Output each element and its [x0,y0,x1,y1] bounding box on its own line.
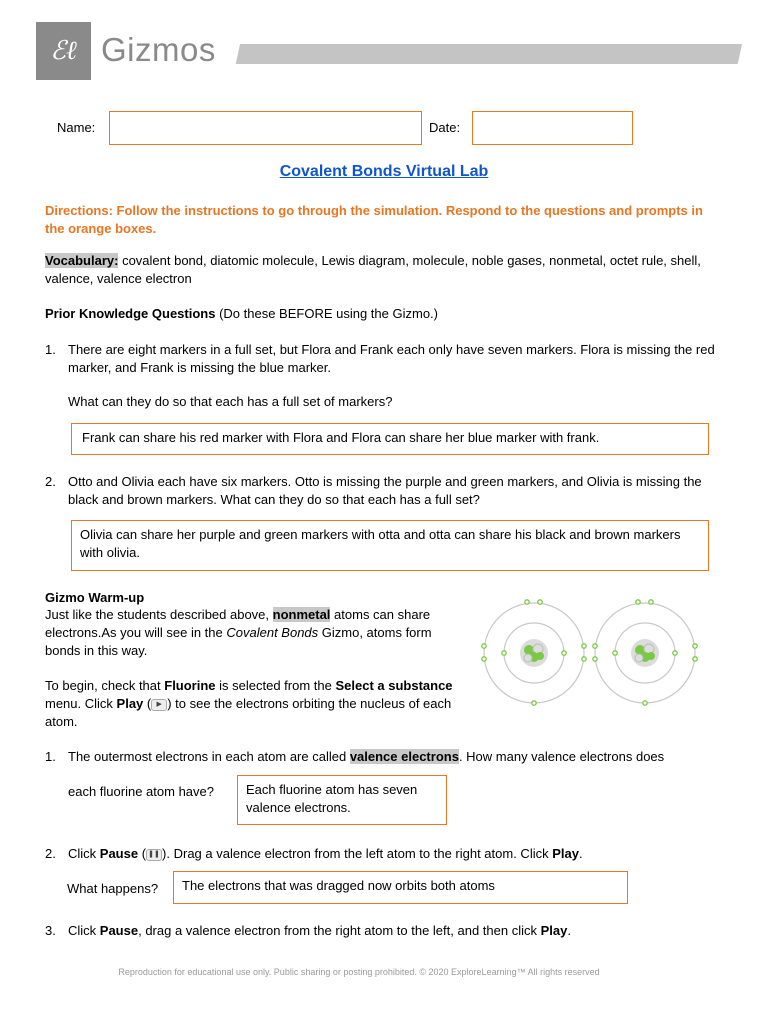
w1-text-b: . How many valence electrons does [458,749,665,764]
warmup-p2-fluorine: Fluorine [164,678,216,693]
w3-text [68,922,723,940]
right-atom [595,603,695,703]
q1-text: There are eight markers in a full set, but Flora and Frank each only have seven markers. Flora is missing the red marker, and Frank is missing the blue marker. [68,342,715,375]
warmup-p2-d: menu. Click [45,696,117,711]
q2-text: Otto and Olivia each have six markers. Otto is missing the purple and green markers, and Olivia is missing the black and brown markers. What can they do so that each has a full set? [68,474,702,507]
w3-t3: . [567,923,571,938]
q2-number: 2. [45,474,56,489]
warmup-p2-e: ( [143,696,152,711]
warmup-p2-play: Play [116,696,144,711]
name-field[interactable] [109,111,422,145]
warmup-p2-f: ) to see the electrons orbiting the nucleus of each atom. [45,696,452,729]
date-label: Date: [429,120,461,135]
w3-number: 3. [45,923,56,938]
logo [36,22,91,80]
w3-pause-label: Pause [99,923,139,938]
vocabulary-label: Vocabulary: [45,253,119,268]
w2-play-label: Play [552,846,579,861]
warmup-p1-b: atoms can share electrons.As you will see in the [45,607,431,640]
header-bar [236,44,742,64]
warmup-p2-a: To begin, check that [45,678,165,693]
play-icon: ▶ [151,699,167,711]
q1-answer-box[interactable]: Frank can share his red marker with Flora and Flora can share her blue marker with frank. [71,423,709,455]
warmup-heading: Gizmo Warm-up [45,590,145,605]
prior-knowledge-heading [45,305,725,323]
w1-highlight: valence electrons [349,749,459,764]
q2-answer-box[interactable]: Olivia can share her purple and green markers with otta and otta can share his black and brown markers with olivia. [71,520,709,571]
warmup-p2-c: is selected from the [215,678,336,693]
vocabulary [45,252,725,288]
w2-text [68,845,723,863]
w2-pause-label: Pause [99,846,139,861]
directions: Directions: Follow the instructions to go through the simulation. Respond to the questions and prompts in the orange boxes. [45,203,703,236]
w2-number: 2. [45,846,56,861]
date-field[interactable] [472,111,633,145]
w1-text-a: The outermost electrons in each atom are called [68,749,350,764]
warmup-p1-a: Just like the students described above, [45,607,273,622]
footer-copyright: Reproduction for educational use only. Public sharing or posting prohibited. © 2020 ExploreLearning™ All rights reserved [118,967,600,977]
w3-play-label: Play [540,923,568,938]
logo-mark: ℰℓ [50,36,77,66]
w1-text [68,748,723,766]
w2-t1: Click [68,846,100,861]
w1-number: 1. [45,749,56,764]
warmup-p1-italic: Covalent Bonds [226,625,319,640]
w2-prompt: What happens? [67,881,159,896]
w3-t2: , drag a valence electron from the right atom to the left, and then click [138,923,541,938]
q1-number: 1. [45,342,56,357]
vocabulary-text: covalent bond, diatomic molecule, Lewis diagram, molecule, noble gases, nonmetal, octet rule, shell, valence, valence electron [45,253,701,286]
warmup-p1-c: Gizmo, atoms form bonds in this way. [45,625,432,658]
warmup-paragraph-1 [45,606,465,660]
brand-name: Gizmos [101,31,216,68]
warmup-paragraph-2 [45,677,465,731]
w2-t4: . [578,846,583,861]
w1-prompt: each fluorine atom have? [68,784,214,799]
w1-answer-box[interactable]: Each fluorine atom has seven valence electrons. [237,775,447,825]
warmup-p1-highlight: nonmetal [272,607,331,622]
name-label: Name: [57,120,96,135]
q1-prompt: What can they do so that each has a full set of markers? [68,394,393,409]
warmup-p2-select: Select a substance [335,678,453,693]
w2-answer-box[interactable]: The electrons that was dragged now orbits both atoms [173,871,628,904]
left-atom [484,603,584,703]
w2-t3: ). Drag a valence electron from the left atom to the right atom. Click [162,846,553,861]
w2-t2: ( [138,846,147,861]
fluorine-atoms-diagram [478,595,704,710]
pause-icon: ❚❚ [146,849,162,861]
page-title[interactable]: Covalent Bonds Virtual Lab [279,163,489,180]
prior-heading: Prior Knowledge Questions [45,306,216,321]
prior-note: (Do these BEFORE using the Gizmo.) [215,306,438,321]
w3-t1: Click [68,923,100,938]
